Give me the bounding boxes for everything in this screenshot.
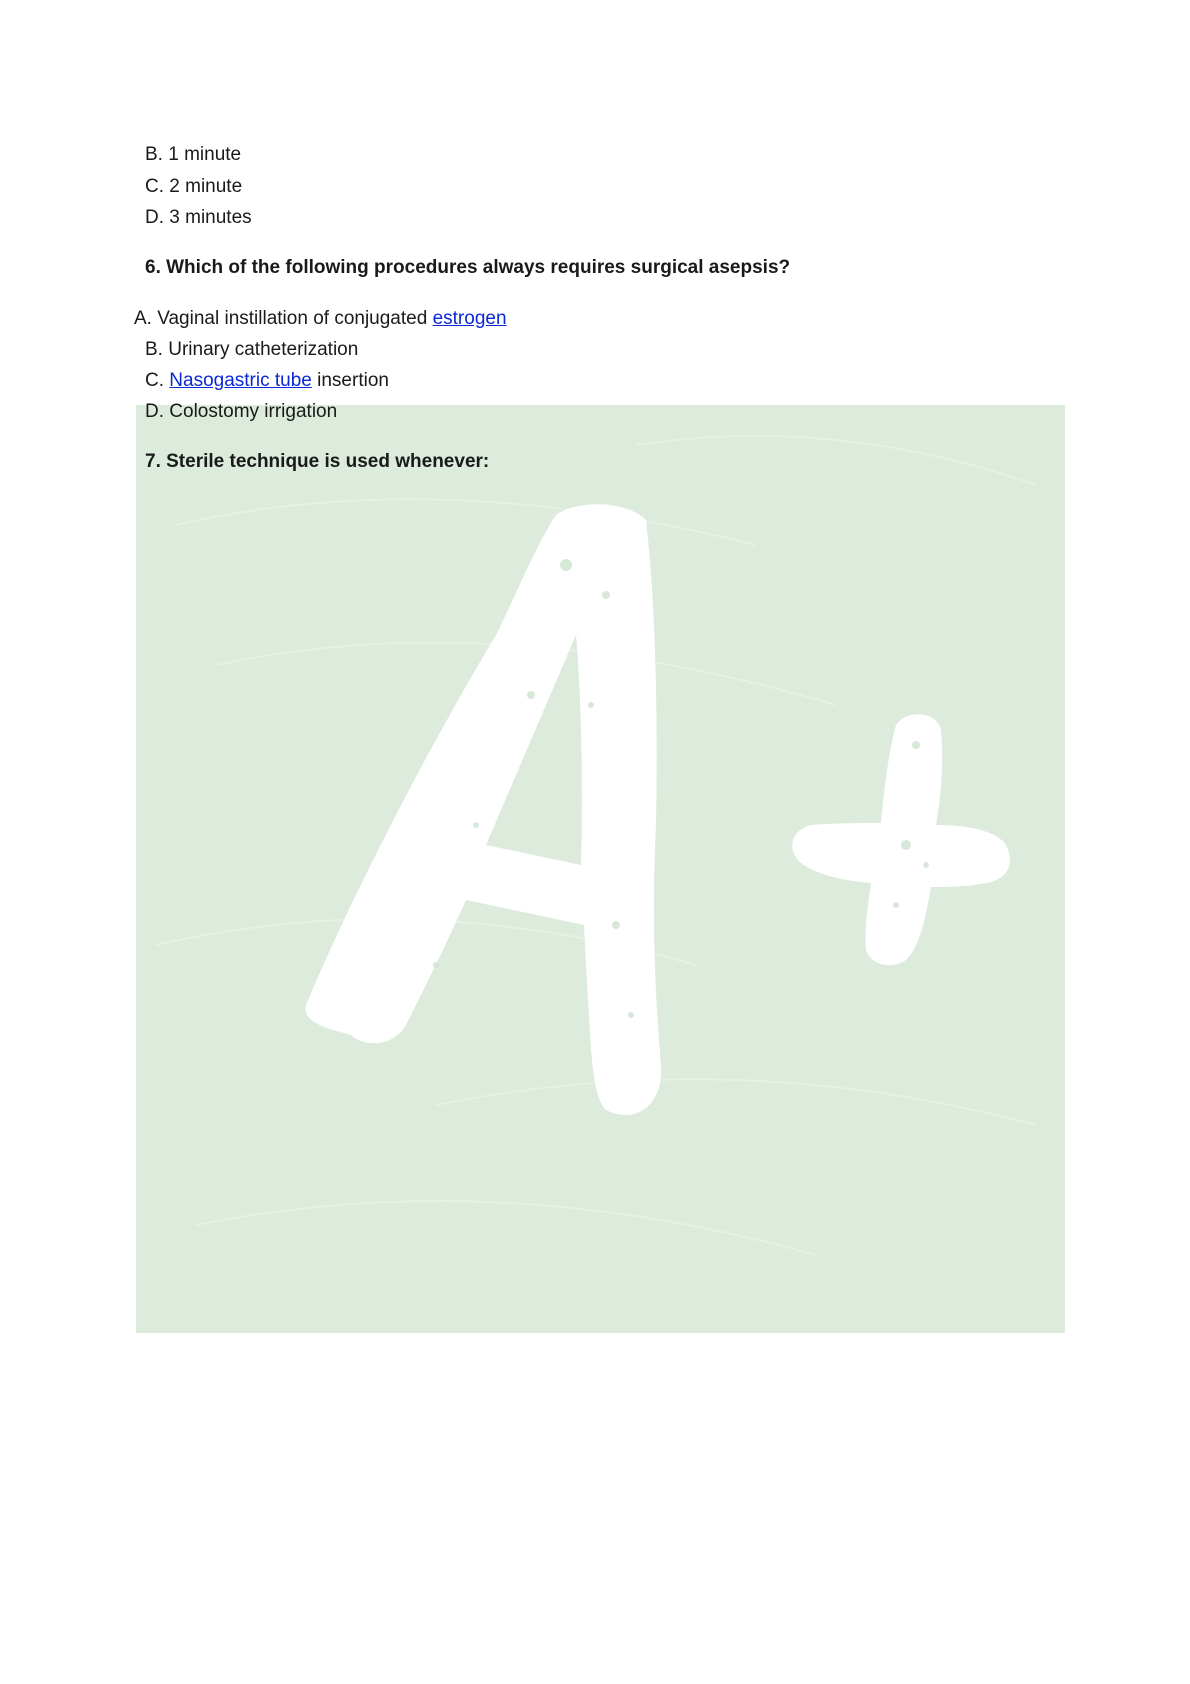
a-plus-grade-illustration [136, 405, 1065, 1333]
question-6-option-a [134, 307, 507, 331]
option-c-suffix: insertion [311, 370, 389, 391]
question-7-text: 7. Sterile technique is used whenever: [145, 451, 490, 472]
prev-option-c: C. 2 minute [145, 176, 243, 197]
question-6-text: 6. Which of the following procedures always requires surgical asepsis? [145, 257, 791, 278]
prev-option-b: B. 1 minute [145, 144, 242, 165]
question-6-option-b: B. Urinary catheterization [145, 339, 359, 360]
question-6-option-d: D. Colostomy irrigation [145, 401, 338, 422]
option-a-text: A. Vaginal instillation of conjugated [134, 308, 433, 329]
option-c-prefix: C. [145, 370, 170, 391]
question-6-option-c [145, 369, 389, 393]
nasogastric-tube-link[interactable]: Nasogastric tube [169, 370, 312, 391]
a-plus-image [136, 405, 1065, 1333]
prev-option-d: D. 3 minutes [145, 207, 252, 228]
estrogen-link[interactable]: estrogen [432, 308, 507, 329]
